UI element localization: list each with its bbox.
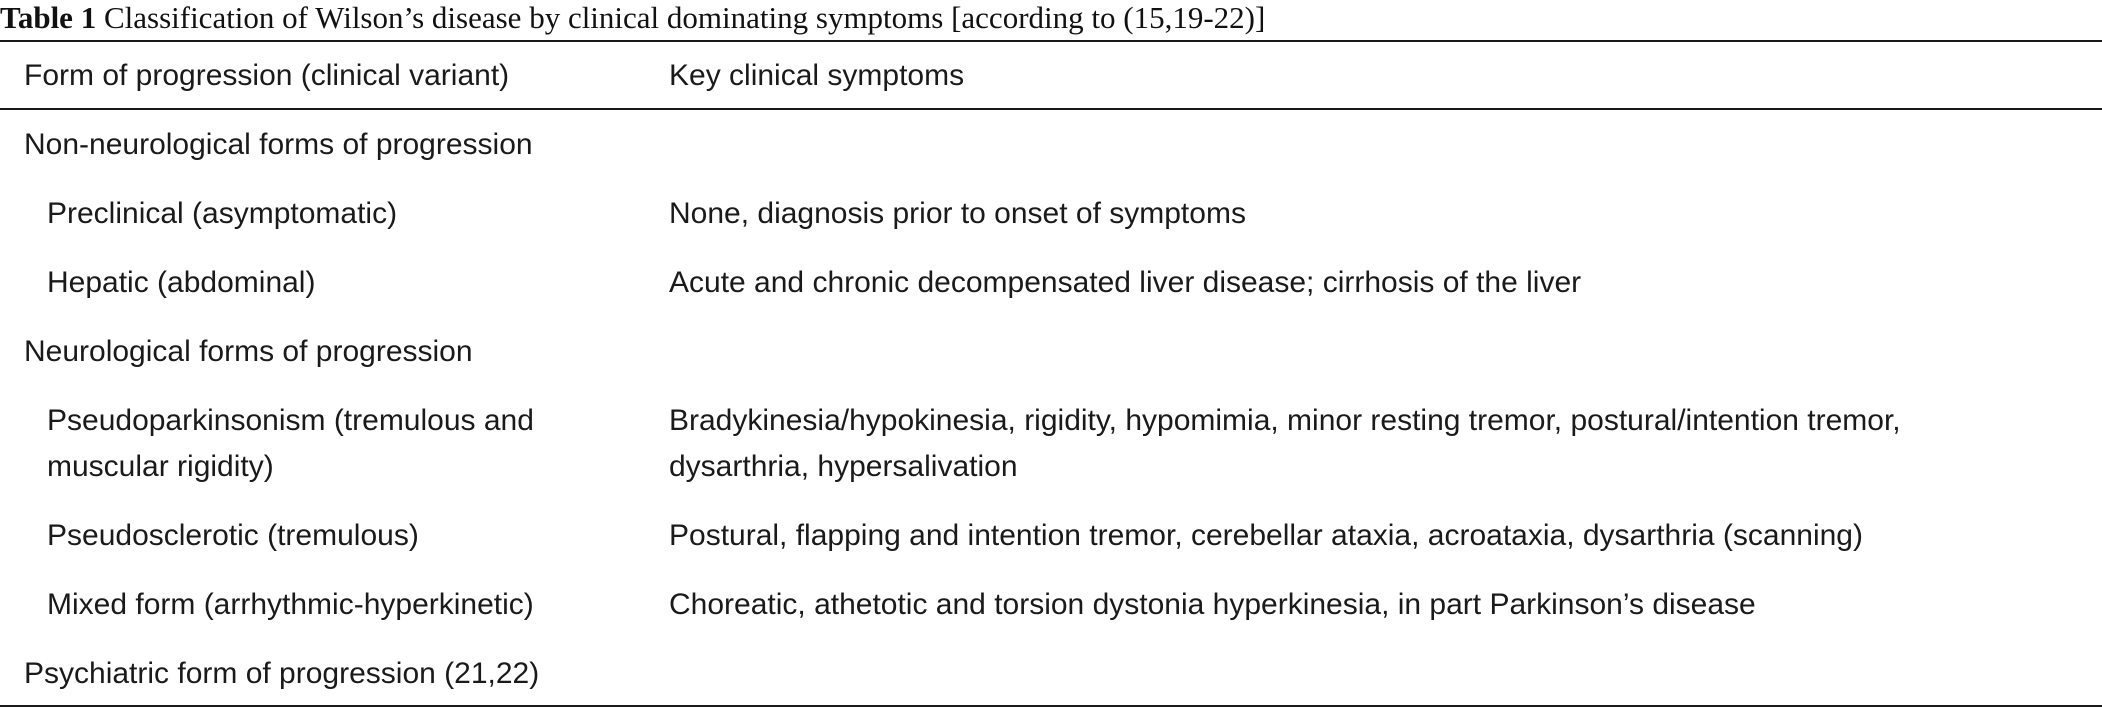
row-form-pseudoparkinsonism-line1: Pseudoparkinsonism (tremulous and [47,404,534,437]
row-symptoms-hepatic: Acute and chronic decompensated liver disease; cirrhosis of the liver [669,266,1582,299]
table-label: Table 1 [0,0,97,35]
row-form-pseudoparkinsonism-line2: muscular rigidity) [47,450,274,483]
row-form-mixed: Mixed form (arrhythmic-hyperkinetic) [47,588,534,621]
row-symptoms-mixed: Choreatic, athetotic and torsion dystonia hyperkinesia, in part Parkinson’s disease [669,588,1756,621]
row-form-hepatic: Hepatic (abdominal) [47,266,316,299]
table-caption [0,0,1265,40]
row-form-pseudosclerotic: Pseudosclerotic (tremulous) [47,519,419,552]
group-heading-non-neurological: Non-neurological forms of progression [24,128,533,161]
table-header-rule [0,108,2102,110]
table-caption-text: Classification of Wilson’s disease by clinical dominating symptoms [according to (15,19-22)] [96,0,1266,35]
table-top-rule [0,40,2102,42]
row-symptoms-pseudosclerotic: Postural, flapping and intention tremor, cerebellar ataxia, acroataxia, dysarthria (scanning) [669,519,1863,552]
row-form-preclinical: Preclinical (asymptomatic) [47,197,398,230]
group-heading-neurological: Neurological forms of progression [24,335,473,368]
header-key-clinical-symptoms: Key clinical symptoms [669,59,965,92]
row-symptoms-pseudoparkinsonism-line1: Bradykinesia/hypokinesia, rigidity, hypomimia, minor resting tremor, postural/intention tremor, [669,404,1901,437]
row-symptoms-pseudoparkinsonism-line2: dysarthria, hypersalivation [669,450,1018,483]
table-bottom-rule [0,705,2102,707]
group-heading-psychiatric: Psychiatric form of progression (21,22) [24,657,540,690]
header-form-of-progression: Form of progression (clinical variant) [24,59,510,92]
row-symptoms-preclinical: None, diagnosis prior to onset of symptoms [669,197,1246,230]
